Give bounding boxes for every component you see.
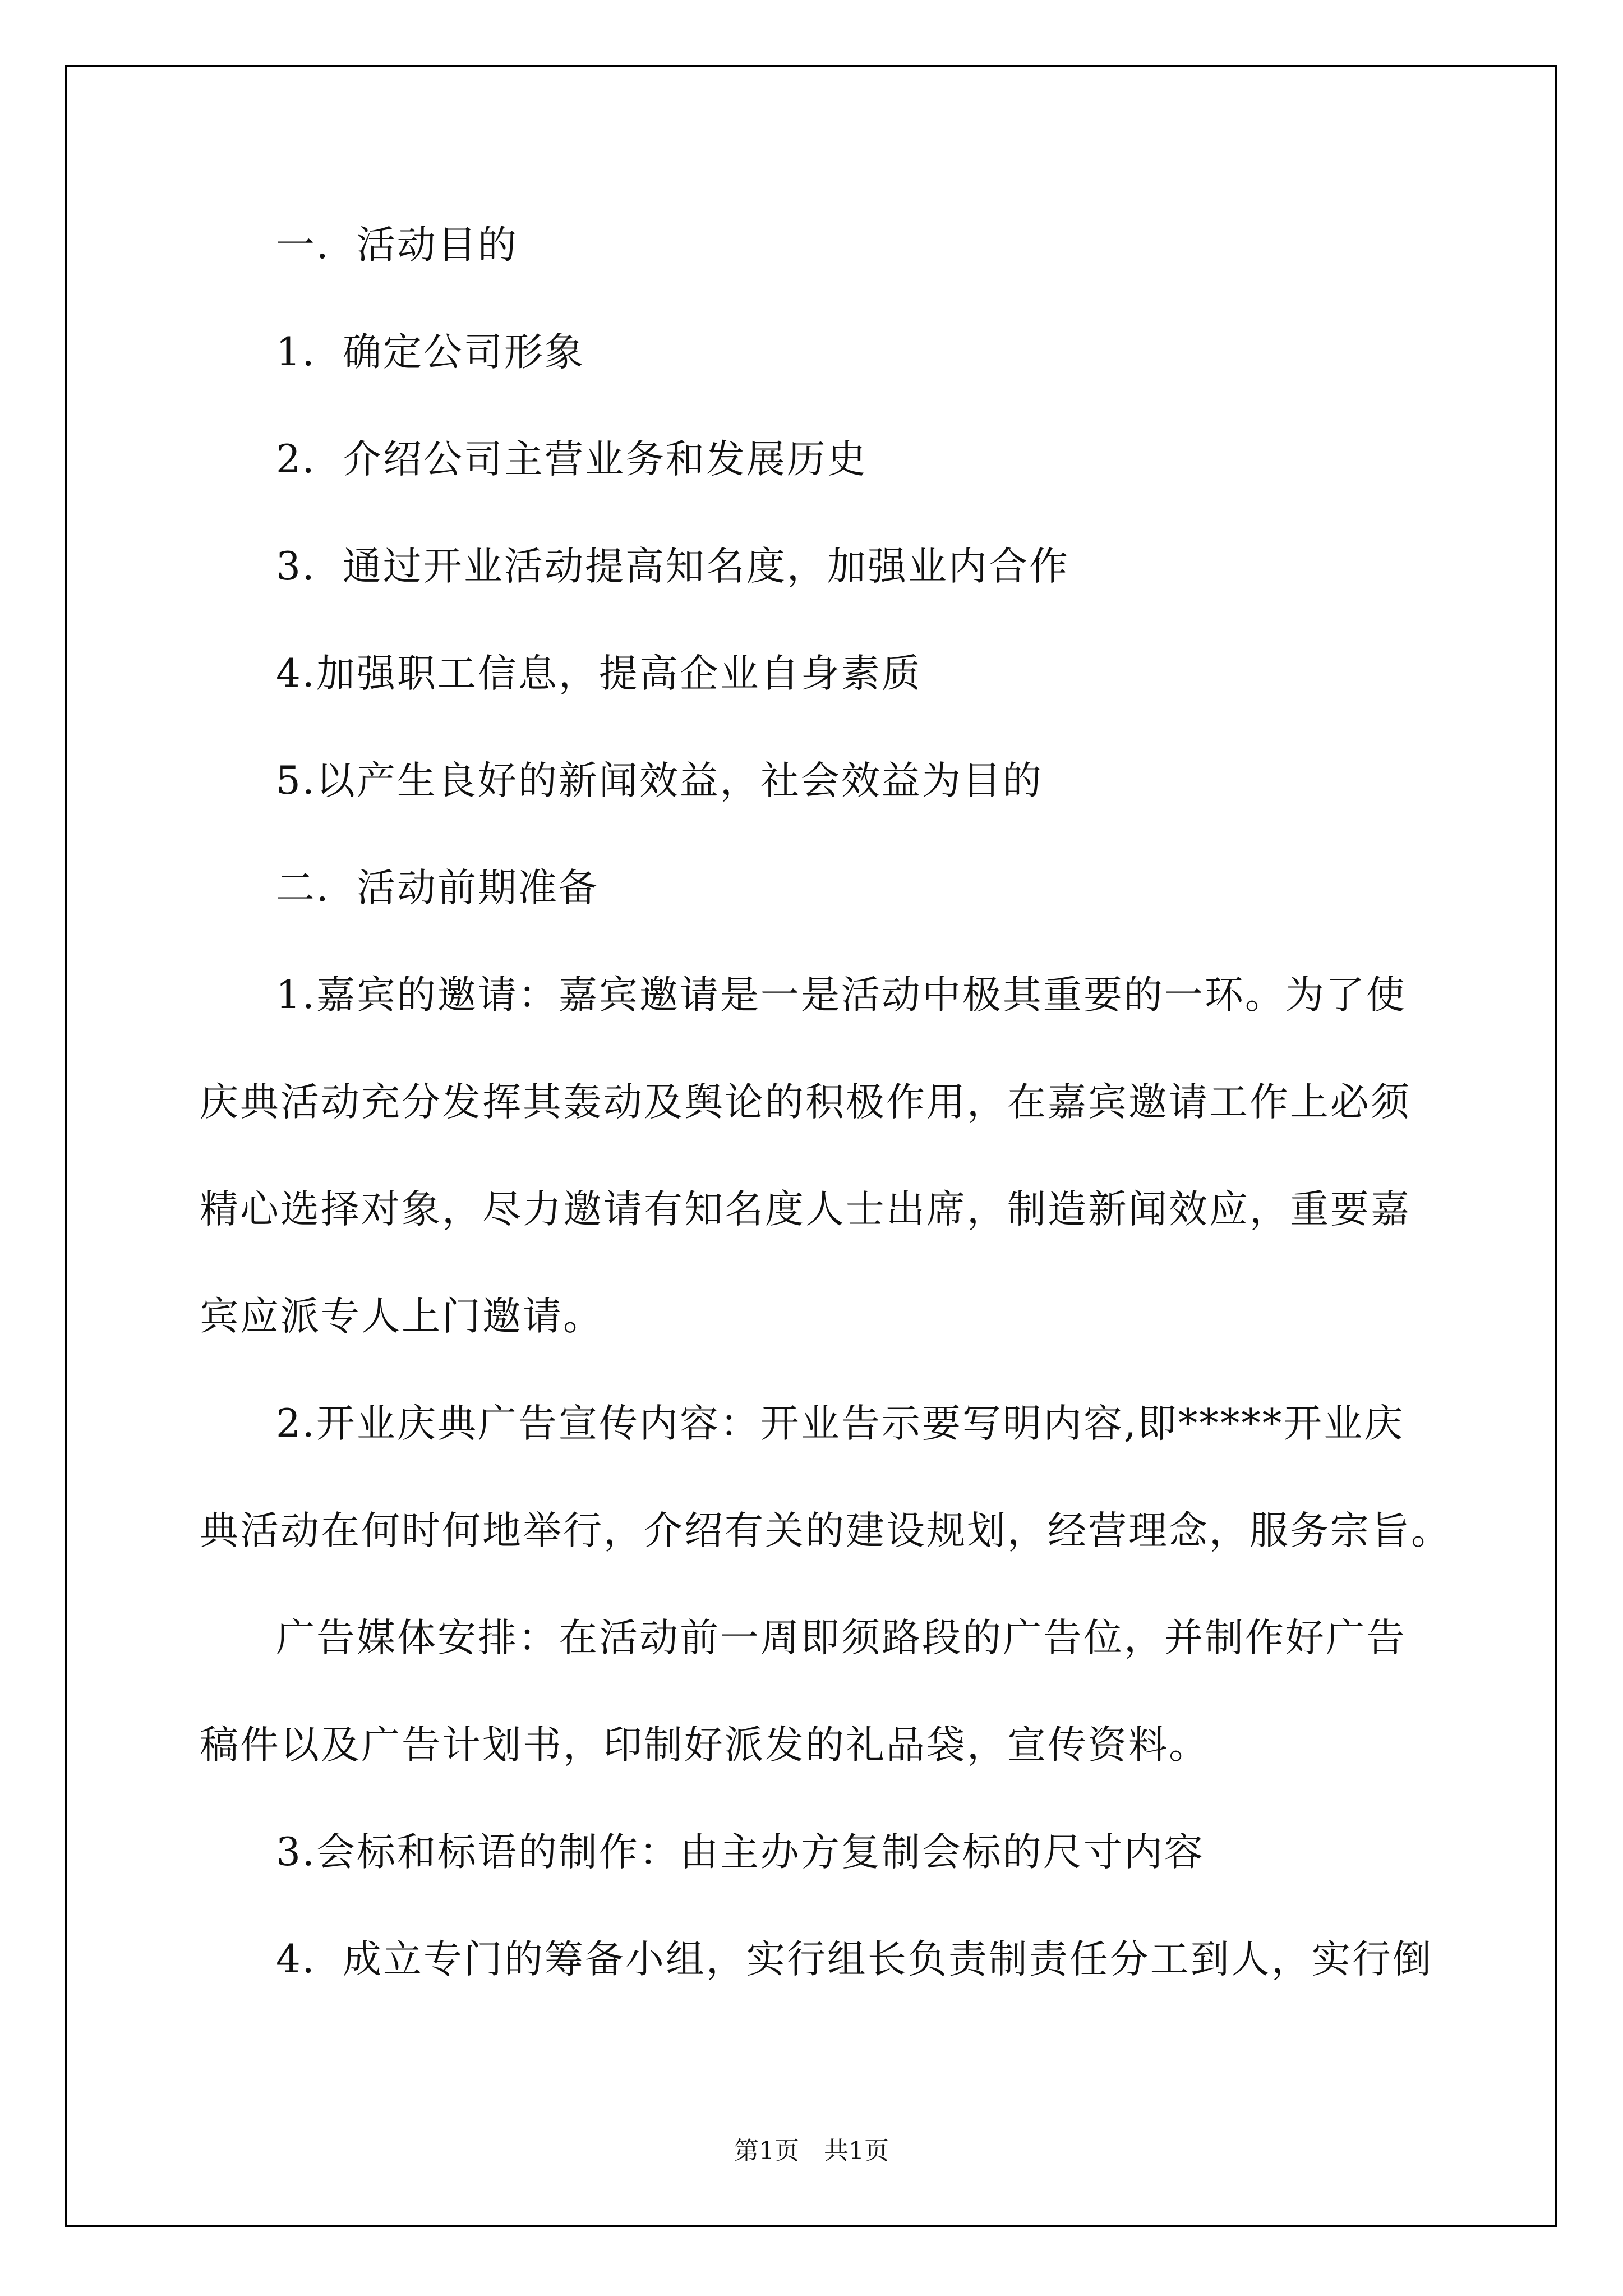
purpose-item-5: 5.以产生良好的新闻效益，社会效益为目的 (276, 758, 1043, 803)
heading-activity-purpose: 一．活动目的 (276, 223, 518, 268)
purpose-item-3: 3．通过开业活动提高知名度，加强业内合作 (276, 544, 1069, 589)
heading-preparation: 二．活动前期准备 (276, 866, 599, 910)
paragraph-line: 2.开业庆典广告宣传内容：开业告示要写明内容,即*****开业庆 (276, 1401, 1405, 1446)
paragraph-line: 宾应派专人上门邀请。 (200, 1294, 603, 1339)
paragraph-line: 精心选择对象，尽力邀请有知名度人士出席，制造新闻效应，重要嘉 (200, 1187, 1411, 1232)
paragraph-line: 1.嘉宾的邀请：嘉宾邀请是一是活动中极其重要的一环。为了使 (276, 973, 1407, 1018)
paragraph-line: 4．成立专门的筹备小组，实行组长负责制责任分工到人，实行倒 (276, 1937, 1433, 1982)
paragraph-line: 典活动在何时何地举行，介绍有关的建设规划，经营理念，服务宗旨。 (200, 1508, 1451, 1553)
paragraph-line: 3.会标和标语的制作：由主办方复制会标的尺寸内容 (276, 1830, 1205, 1875)
paragraph-line: 庆典活动充分发挥其轰动及舆论的积极作用，在嘉宾邀请工作上必须 (200, 1080, 1411, 1125)
page-number-footer: 第1页 共1页 (734, 2137, 889, 2165)
document-body (200, 219, 1451, 2040)
paragraph-line: 稿件以及广告计划书，印制好派发的礼品袋，宣传资料。 (200, 1723, 1209, 1768)
purpose-item-1: 1．确定公司形象 (276, 330, 585, 375)
purpose-item-4: 4.加强职工信息，提高企业自身素质 (276, 651, 922, 696)
paragraph-line: 广告媒体安排：在活动前一周即须路段的广告位，并制作好广告 (276, 1616, 1407, 1660)
purpose-item-2: 2．介绍公司主营业务和发展历史 (276, 437, 868, 482)
